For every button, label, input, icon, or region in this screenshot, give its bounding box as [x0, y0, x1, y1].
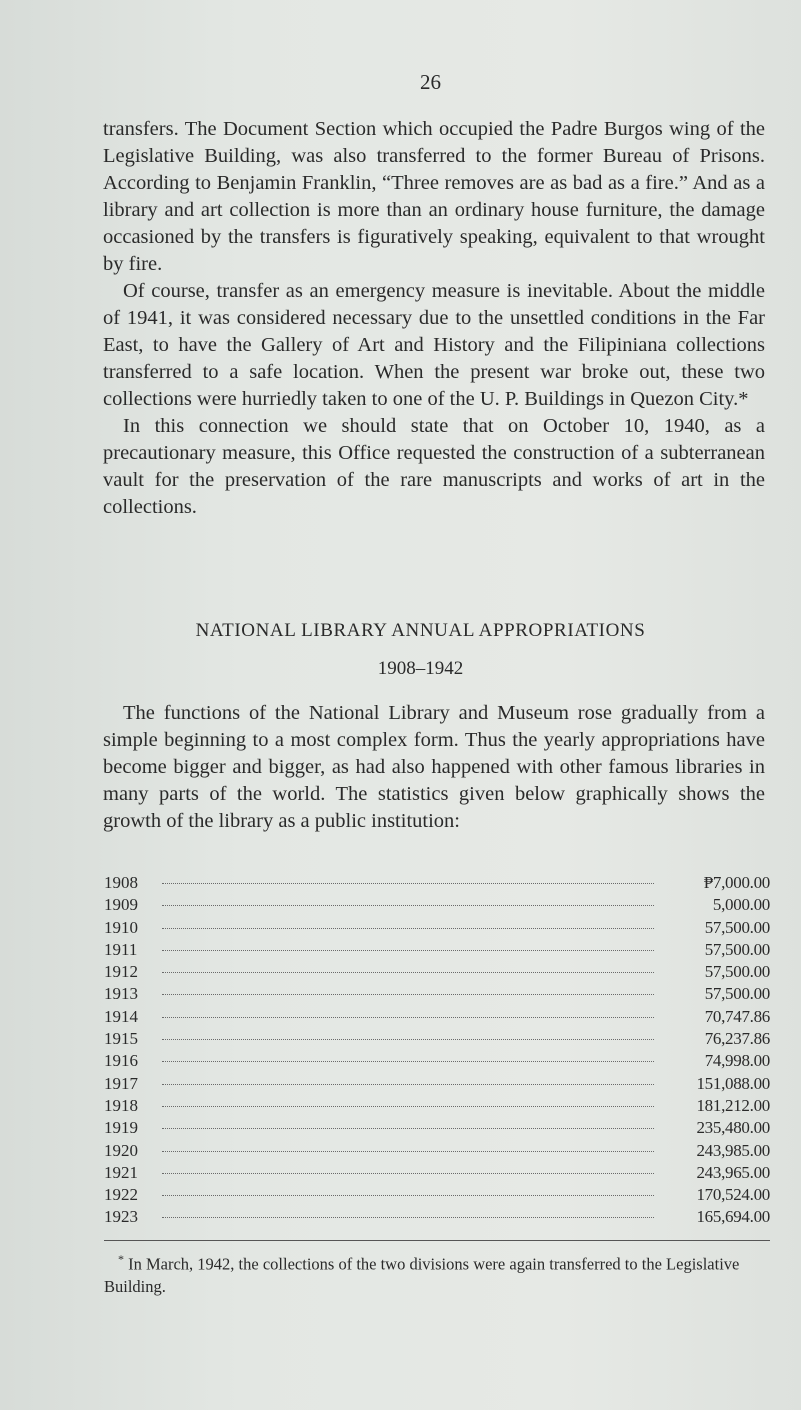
dot-leader — [162, 1106, 654, 1107]
year-cell: 1917 — [104, 1073, 138, 1093]
table-row — [104, 983, 770, 1005]
table-row — [104, 917, 770, 939]
year-cell: 1919 — [104, 1118, 138, 1138]
dot-leader — [162, 950, 654, 951]
dot-leader — [162, 1061, 654, 1062]
dot-leader — [162, 905, 654, 906]
paragraph: Of course, transfer as an emergency measure is inevitable. About the middle of 1941, it was considered necessary due to the unsettled conditions in the Far East, to have the Gallery of Art and History and the Filipiniana collections transferred to a safe location. When the present war broke out, these two collections were hurriedly taken to one of the U. P. Buildings in Quezon City.* — [103, 280, 765, 410]
amount-cell: 170,524.00 — [696, 1185, 770, 1205]
dot-leader — [162, 1017, 654, 1018]
year-cell: 1911 — [104, 939, 138, 959]
page-number: 26 — [420, 70, 441, 94]
year-cell: 1920 — [104, 1140, 138, 1160]
footnote — [104, 1248, 774, 1298]
dot-leader — [162, 1084, 654, 1085]
table-row — [104, 1184, 770, 1206]
amount-cell: 57,500.00 — [704, 917, 770, 937]
table-row — [104, 1095, 770, 1117]
section-subheading: 1908–1942 — [377, 658, 464, 679]
amount-cell: 165,694.00 — [696, 1207, 770, 1227]
paragraph: The functions of the National Library and Museum rose gradually from a simple beginning to a most complex form. Thus the yearly appropriations have become bigger and bigger, as had also happened with other famous libraries in many parts of the world. The statistics given below graphically shows the growth of the library as a public institution: — [103, 702, 765, 832]
year-cell: 1908 — [104, 873, 138, 892]
amount-cell: 74,998.00 — [704, 1051, 770, 1071]
amount-cell: 235,480.00 — [696, 1118, 770, 1138]
body-text — [103, 116, 765, 521]
table-row — [104, 1162, 770, 1184]
year-cell: 1918 — [104, 1095, 138, 1115]
amount-cell: 243,985.00 — [696, 1140, 770, 1160]
dot-leader — [162, 1217, 654, 1218]
year-cell: 1910 — [104, 917, 138, 937]
year-cell: 1916 — [104, 1051, 138, 1071]
table-row — [104, 1050, 770, 1072]
table-row — [104, 1140, 770, 1162]
footnote-divider — [104, 1240, 770, 1241]
amount-cell: 70,747.86 — [704, 1006, 770, 1026]
year-cell: 1921 — [104, 1162, 138, 1182]
year-cell: 1914 — [104, 1006, 138, 1026]
amount-cell: 181,212.00 — [696, 1095, 770, 1115]
table-row — [104, 961, 770, 983]
dot-leader — [162, 883, 654, 884]
amount-cell: ₱7,000.00 — [703, 873, 770, 892]
year-cell: 1923 — [104, 1207, 138, 1227]
dot-leader — [162, 1128, 654, 1129]
table-row — [104, 1073, 770, 1095]
year-cell: 1913 — [104, 984, 138, 1004]
year-cell: 1912 — [104, 962, 138, 982]
table-row — [104, 939, 770, 961]
footnote-text: In March, 1942, the collections of the two divisions were again transferred to the Legislative Building. — [104, 1254, 740, 1296]
dot-leader — [162, 1173, 654, 1174]
section-heading: NATIONAL LIBRARY ANNUAL APPROPRIATIONS — [195, 620, 646, 641]
dot-leader — [162, 994, 654, 995]
amount-cell: 57,500.00 — [704, 984, 770, 1004]
table-row — [104, 1028, 770, 1050]
table-row — [104, 894, 770, 916]
table-row — [104, 1006, 770, 1028]
table-row — [104, 872, 770, 894]
dot-leader — [162, 928, 654, 929]
year-cell: 1922 — [104, 1185, 138, 1205]
amount-cell: 57,500.00 — [704, 962, 770, 982]
dot-leader — [162, 1195, 654, 1196]
dot-leader — [162, 1039, 654, 1040]
amount-cell: 76,237.86 — [704, 1029, 770, 1049]
year-cell: 1909 — [104, 895, 138, 915]
table-row — [104, 1206, 770, 1228]
amount-cell: 243,965.00 — [696, 1162, 770, 1182]
dot-leader — [162, 1151, 654, 1152]
table-row — [104, 1117, 770, 1139]
appropriations-table — [104, 872, 770, 1229]
dot-leader — [162, 972, 654, 973]
intro-text — [103, 700, 765, 835]
year-cell: 1915 — [104, 1029, 138, 1049]
footnote-mark: * — [118, 1252, 124, 1266]
paragraph: transfers. The Document Section which occupied the Padre Burgos wing of the Legislative Building, was also transferred to the former Bureau of Prisons. According to Benjamin Franklin, “Three removes are as bad as a fire.” And as a library and art collection is more than an ordinary house furniture, the damage occasioned by the transfers is figuratively speaking, equivalent to that wrought by fire. — [103, 118, 765, 275]
amount-cell: 5,000.00 — [712, 895, 770, 915]
paragraph: In this connection we should state that on October 10, 1940, as a precautionary measure, this Office requested the construction of a subterranean vault for the preservation of the rare manuscripts and works of art in the collections. — [103, 415, 765, 518]
amount-cell: 151,088.00 — [696, 1073, 770, 1093]
amount-cell: 57,500.00 — [704, 939, 770, 959]
